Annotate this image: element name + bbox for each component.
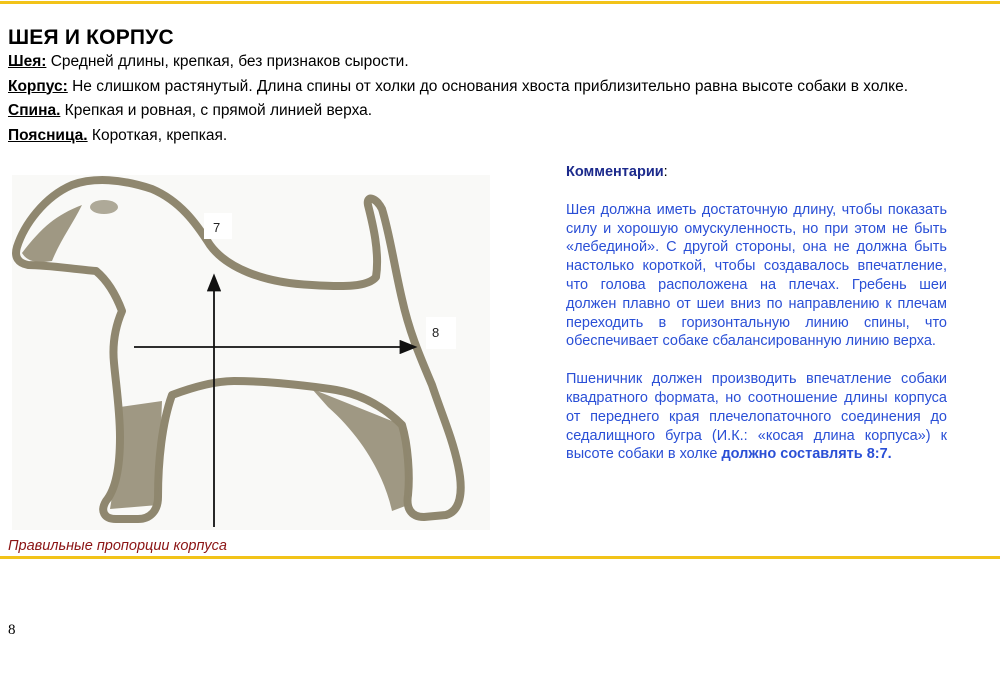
comments-heading-colon: :: [663, 164, 668, 180]
comment-paragraph-2: [566, 370, 947, 464]
comment-paragraph-1: Шея должна иметь достаточную длину, чтобы показать силу и хорошую омускуленность, но при этом не быть «лебединой». С другой стороны, она не должна быть настолько короткой, чтобы создавалось впечатление, что голова расположена на плечах. Гребень шеи должен плавно от шеи вниз по направлению к плечам переходить в горизонтальную линию спины, что обеспечивает собаке сбалансированную линию верха.: [566, 201, 947, 350]
label-box-8: [426, 317, 456, 349]
text-loin: Короткая, крепкая.: [87, 126, 228, 144]
definitions: [8, 50, 993, 148]
comments-heading-text: Комментарии: [566, 164, 664, 180]
term-back: Спина.: [8, 102, 61, 119]
definition-back: [8, 99, 993, 124]
comment-paragraph-2-text: Пшеничник должен производить впечатление собаки квадратного формата, но соотношение длины корпуса от переднего края плечелопаточного соединения до седалищного бугра (И.К.: «косая длина корпуса») к высоте собаки в холке: [566, 371, 947, 463]
eye-mark: [90, 200, 118, 214]
definition-loin: [8, 124, 993, 149]
definition-body: [8, 75, 993, 100]
top-rule: [0, 1, 1000, 4]
term-neck: Шея:: [8, 53, 47, 70]
text-body: Не слишком растянутый. Длина спины от холки до основания хвоста приблизительно равна высоте собаки в холке.: [67, 77, 909, 95]
label-length: 8: [432, 325, 440, 340]
bottom-rule: [0, 556, 1000, 559]
term-body: Корпус:: [8, 77, 68, 95]
page-number: 8: [8, 622, 16, 638]
comments-panel: [566, 163, 947, 483]
text-back: Крепкая и ровная, с прямой линией верха.: [60, 102, 373, 119]
label-height: 7: [213, 220, 221, 235]
proportion-figure: [12, 175, 490, 530]
figure-caption: Правильные пропорции корпуса: [8, 538, 227, 554]
definition-neck: [8, 50, 993, 75]
dog-silhouette-icon: [12, 175, 490, 530]
page-title: ШЕЯ И КОРПУС: [8, 26, 174, 49]
comments-heading: [566, 163, 947, 182]
text-neck: Средней длины, крепкая, без признаков сырости.: [46, 53, 409, 70]
hind-leg-fur: [312, 389, 409, 511]
comment-paragraph-2-emphasis: должно составлять 8:7.: [721, 446, 892, 463]
term-loin: Поясница.: [8, 126, 88, 144]
